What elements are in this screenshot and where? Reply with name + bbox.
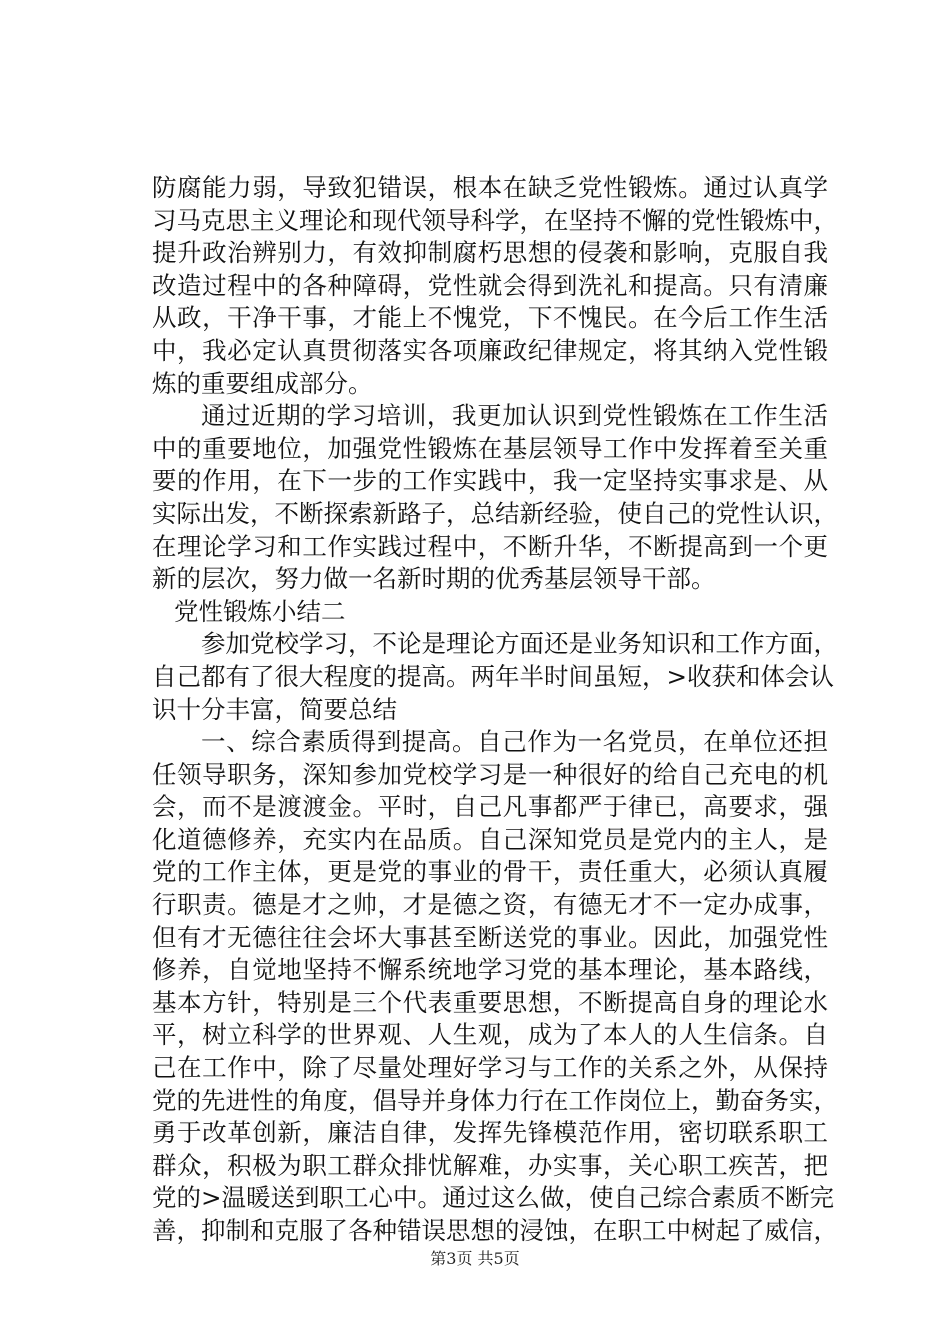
text-line: 实际出发，不断探索新路子，总结新经验，使自己的党性认识， [152,498,838,528]
text-line: 会，而不是渡渡金。平时，自己凡事都严于律已，高要求，强 [152,792,828,822]
paragraph-first-line: 通过近期的学习培训，我更加认识到党性锻炼在工作生活 [201,401,828,431]
text-line: 防腐能力弱，导致犯错误，根本在缺乏党性锻炼。通过认真学 [152,173,828,202]
text-line: 任领导职务，深知参加党校学习是一种很好的给自己充电的机 [152,759,828,789]
text-line: 但有才无德往往会坏大事甚至断送党的事业。因此，加强党性 [152,922,828,952]
text-line: 新的层次，努力做一名新时期的优秀基层领导干部。 [152,564,716,594]
text-line: 群众，积极为职工群众排忧解难，办实事，关心职工疾苦，把 [152,1150,828,1180]
page-number-footer: 第3页 共5页 [430,1249,520,1268]
text-line: 修养，自觉地坚持不懈系统地学习党的基本理论，基本路线， [152,955,828,985]
text-line: 提升政治辨别力，有效抑制腐朽思想的侵袭和影响，克服自我 [152,238,828,268]
text-line: 中的重要地位，加强党性锻炼在基层领导工作中发挥着至关重 [152,433,828,463]
text-line: 改造过程中的各种障碍，党性就会得到洗礼和提高。只有清廉 [152,270,828,300]
text-line: 中，我必定认真贯彻落实各项廉政纪律规定，将其纳入党性锻 [152,335,828,365]
text-line: 基本方针，特别是三个代表重要思想，不断提高自身的理论水 [152,987,828,1017]
text-line: 在理论学习和工作实践过程中，不断升华，不断提高到一个更 [152,531,828,561]
paragraph-first-line: 一、综合素质得到提高。自己作为一名党员，在单位还担 [201,727,828,757]
text-line: 习马克思主义理论和现代领导科学，在坚持不懈的党性锻炼中， [152,205,838,235]
section-heading: 党性锻炼小结二 [174,596,346,626]
body-text [152,172,838,1248]
paragraph-first-line: 参加党校学习，不论是理论方面还是业务知识和工作方面， [201,629,838,659]
text-line: 化道德修养，充实内在品质。自己深知党员是党内的主人，是 [152,824,828,854]
text-line: 要的作用，在下一步的工作实践中，我一定坚持实事求是、从 [152,466,828,496]
text-line: 行职责。德是才之帅，才是德之资，有德无才不一定办成事， [152,890,828,920]
text-line: 党的>温暖送到职工心中。通过这么做，使自己综合素质不断完 [152,1183,835,1213]
text-line: 党的工作主体，更是党的事业的骨干，责任重大，必须认真履 [152,857,828,887]
text-line: 善，抑制和克服了各种错误思想的浸蚀，在职工中树起了威信， [152,1216,838,1245]
text-line: 己在工作中，除了尽量处理好学习与工作的关系之外，从保持 [152,1053,828,1083]
text-line: 从政，干净干事，才能上不愧党，下不愧民。在今后工作生活 [152,303,828,333]
text-line: 党的先进性的角度，倡导并身体力行在工作岗位上，勤奋务实， [152,1085,838,1115]
text-line: 勇于改革创新，廉洁自律，发挥先锋模范作用，密切联系职工 [152,1118,828,1148]
text-line: 识十分丰富，简要总结 [152,694,397,724]
text-line: 自己都有了很大程度的提高。两年半时间虽短，>收获和体会认 [152,661,835,691]
text-line: 平，树立科学的世界观、人生观，成为了本人的人生信条。自 [152,1020,828,1050]
text-line: 炼的重要组成部分。 [152,368,373,398]
